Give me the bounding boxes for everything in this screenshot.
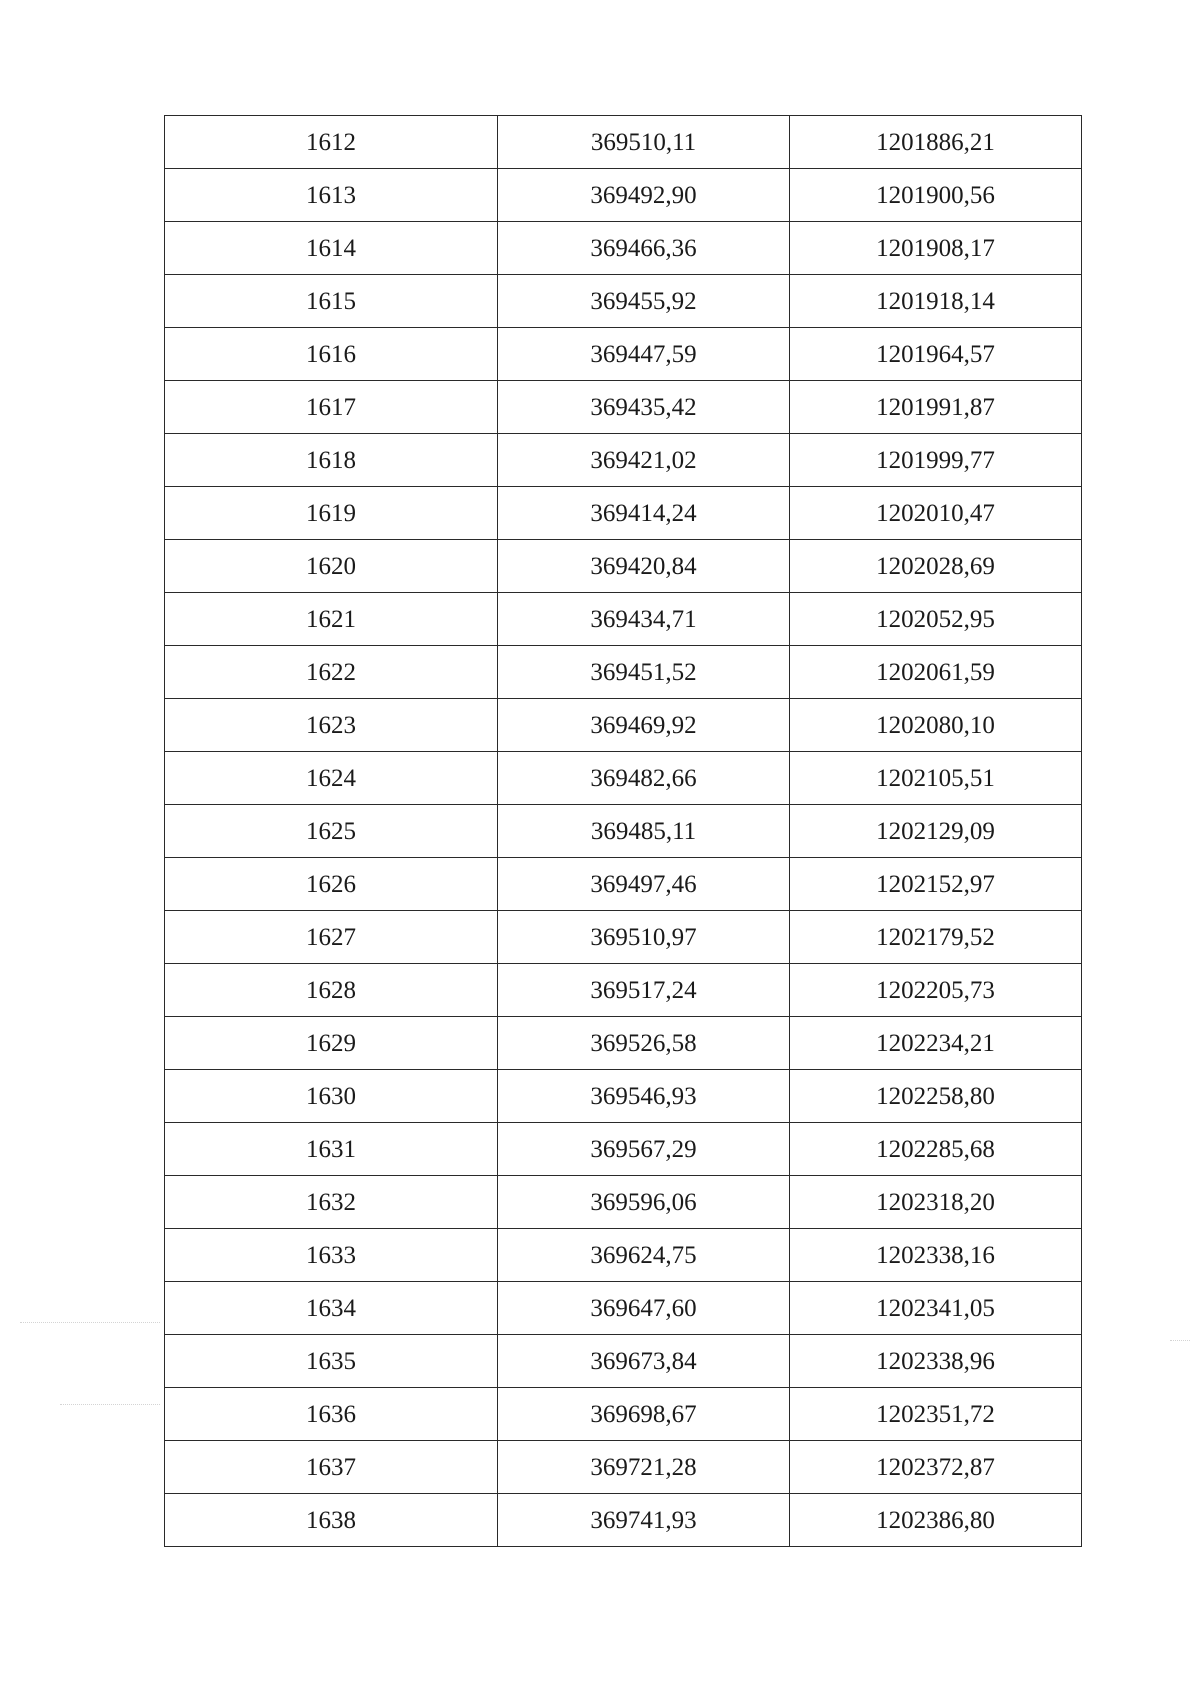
table-row (165, 1070, 1082, 1123)
table-row (165, 1176, 1082, 1229)
scan-noise (1170, 1340, 1190, 1342)
x-coordinate-cell: 369447,59 (498, 328, 790, 381)
y-coordinate-cell: 1202338,16 (790, 1229, 1082, 1282)
table-row (165, 805, 1082, 858)
y-coordinate-cell: 1202080,10 (790, 699, 1082, 752)
point-number-cell: 1612 (165, 116, 498, 169)
y-coordinate-cell: 1201964,57 (790, 328, 1082, 381)
y-coordinate-cell: 1202205,73 (790, 964, 1082, 1017)
y-coordinate-cell: 1202372,87 (790, 1441, 1082, 1494)
scan-noise (60, 1404, 160, 1406)
table-row (165, 381, 1082, 434)
table-row (165, 752, 1082, 805)
point-number-cell: 1635 (165, 1335, 498, 1388)
y-coordinate-cell: 1202152,97 (790, 858, 1082, 911)
point-number-cell: 1618 (165, 434, 498, 487)
table-row (165, 964, 1082, 1017)
table-row (165, 1494, 1082, 1547)
table-row (165, 487, 1082, 540)
y-coordinate-cell: 1202179,52 (790, 911, 1082, 964)
table-row (165, 1017, 1082, 1070)
table-row (165, 434, 1082, 487)
y-coordinate-cell: 1202105,51 (790, 752, 1082, 805)
point-number-cell: 1622 (165, 646, 498, 699)
y-coordinate-cell: 1201886,21 (790, 116, 1082, 169)
x-coordinate-cell: 369567,29 (498, 1123, 790, 1176)
point-number-cell: 1629 (165, 1017, 498, 1070)
point-number-cell: 1617 (165, 381, 498, 434)
coordinates-table (164, 115, 1082, 1547)
y-coordinate-cell: 1202318,20 (790, 1176, 1082, 1229)
x-coordinate-cell: 369482,66 (498, 752, 790, 805)
table-row (165, 1388, 1082, 1441)
point-number-cell: 1625 (165, 805, 498, 858)
x-coordinate-cell: 369673,84 (498, 1335, 790, 1388)
point-number-cell: 1634 (165, 1282, 498, 1335)
point-number-cell: 1614 (165, 222, 498, 275)
y-coordinate-cell: 1202341,05 (790, 1282, 1082, 1335)
y-coordinate-cell: 1201999,77 (790, 434, 1082, 487)
point-number-cell: 1638 (165, 1494, 498, 1547)
x-coordinate-cell: 369485,11 (498, 805, 790, 858)
y-coordinate-cell: 1202052,95 (790, 593, 1082, 646)
x-coordinate-cell: 369497,46 (498, 858, 790, 911)
point-number-cell: 1633 (165, 1229, 498, 1282)
x-coordinate-cell: 369434,71 (498, 593, 790, 646)
table-row (165, 911, 1082, 964)
point-number-cell: 1637 (165, 1441, 498, 1494)
y-coordinate-cell: 1201991,87 (790, 381, 1082, 434)
scan-noise (20, 1322, 160, 1324)
point-number-cell: 1630 (165, 1070, 498, 1123)
x-coordinate-cell: 369526,58 (498, 1017, 790, 1070)
table-row (165, 328, 1082, 381)
x-coordinate-cell: 369451,52 (498, 646, 790, 699)
table-row (165, 222, 1082, 275)
x-coordinate-cell: 369721,28 (498, 1441, 790, 1494)
x-coordinate-cell: 369414,24 (498, 487, 790, 540)
point-number-cell: 1632 (165, 1176, 498, 1229)
point-number-cell: 1619 (165, 487, 498, 540)
y-coordinate-cell: 1202010,47 (790, 487, 1082, 540)
table-row (165, 593, 1082, 646)
y-coordinate-cell: 1202258,80 (790, 1070, 1082, 1123)
point-number-cell: 1626 (165, 858, 498, 911)
point-number-cell: 1615 (165, 275, 498, 328)
x-coordinate-cell: 369510,97 (498, 911, 790, 964)
x-coordinate-cell: 369510,11 (498, 116, 790, 169)
point-number-cell: 1623 (165, 699, 498, 752)
x-coordinate-cell: 369596,06 (498, 1176, 790, 1229)
y-coordinate-cell: 1201900,56 (790, 169, 1082, 222)
coordinates-table-body (165, 116, 1082, 1547)
y-coordinate-cell: 1202234,21 (790, 1017, 1082, 1070)
y-coordinate-cell: 1201908,17 (790, 222, 1082, 275)
x-coordinate-cell: 369517,24 (498, 964, 790, 1017)
point-number-cell: 1613 (165, 169, 498, 222)
y-coordinate-cell: 1202028,69 (790, 540, 1082, 593)
table-row (165, 858, 1082, 911)
y-coordinate-cell: 1202285,68 (790, 1123, 1082, 1176)
y-coordinate-cell: 1202338,96 (790, 1335, 1082, 1388)
table-row (165, 1282, 1082, 1335)
point-number-cell: 1627 (165, 911, 498, 964)
table-row (165, 1335, 1082, 1388)
point-number-cell: 1616 (165, 328, 498, 381)
x-coordinate-cell: 369435,42 (498, 381, 790, 434)
table-row (165, 646, 1082, 699)
x-coordinate-cell: 369546,93 (498, 1070, 790, 1123)
point-number-cell: 1624 (165, 752, 498, 805)
x-coordinate-cell: 369466,36 (498, 222, 790, 275)
x-coordinate-cell: 369624,75 (498, 1229, 790, 1282)
y-coordinate-cell: 1202386,80 (790, 1494, 1082, 1547)
x-coordinate-cell: 369455,92 (498, 275, 790, 328)
table-row (165, 540, 1082, 593)
y-coordinate-cell: 1202061,59 (790, 646, 1082, 699)
x-coordinate-cell: 369420,84 (498, 540, 790, 593)
table-row (165, 1229, 1082, 1282)
table-row (165, 1123, 1082, 1176)
point-number-cell: 1621 (165, 593, 498, 646)
point-number-cell: 1636 (165, 1388, 498, 1441)
point-number-cell: 1631 (165, 1123, 498, 1176)
point-number-cell: 1628 (165, 964, 498, 1017)
table-row (165, 116, 1082, 169)
table-row (165, 169, 1082, 222)
table-row (165, 275, 1082, 328)
x-coordinate-cell: 369698,67 (498, 1388, 790, 1441)
point-number-cell: 1620 (165, 540, 498, 593)
y-coordinate-cell: 1201918,14 (790, 275, 1082, 328)
x-coordinate-cell: 369647,60 (498, 1282, 790, 1335)
x-coordinate-cell: 369469,92 (498, 699, 790, 752)
table-row (165, 699, 1082, 752)
y-coordinate-cell: 1202129,09 (790, 805, 1082, 858)
x-coordinate-cell: 369421,02 (498, 434, 790, 487)
x-coordinate-cell: 369741,93 (498, 1494, 790, 1547)
y-coordinate-cell: 1202351,72 (790, 1388, 1082, 1441)
x-coordinate-cell: 369492,90 (498, 169, 790, 222)
table-row (165, 1441, 1082, 1494)
